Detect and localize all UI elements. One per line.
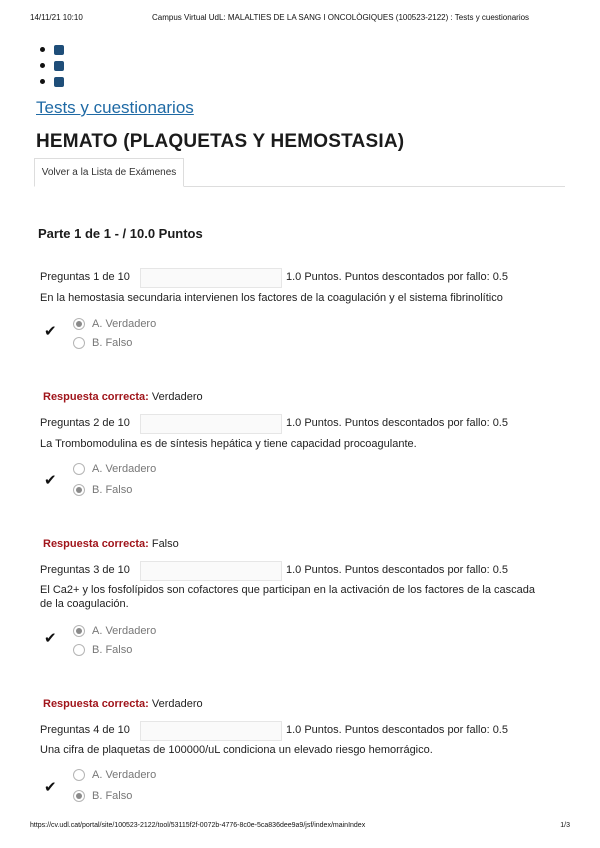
print-header — [30, 13, 570, 25]
print-url: https://cv.udl.cat/portal/site/100523-2122/tool/53115f2f-0072b-4776-8c0e-5ca836dee9a9/jsf/index/mainIndex — [30, 822, 366, 829]
radio-selected-icon[interactable] — [73, 484, 85, 496]
question-number: Preguntas 3 de 10 — [40, 564, 130, 576]
option-label: A. Verdadero — [92, 318, 157, 330]
option-label: A. Verdadero — [92, 769, 157, 781]
correct-answer-value: Verdadero — [151, 391, 203, 403]
print-footer — [30, 822, 570, 834]
option-label: A. Verdadero — [92, 463, 157, 475]
question-score-box — [140, 268, 282, 288]
social-item-twitter[interactable] — [40, 42, 64, 58]
question-number: Preguntas 1 de 10 — [40, 271, 130, 283]
option-label: B. Falso — [92, 790, 133, 802]
question-text: La Trombomodulina es de síntesis hepática y tiene capacidad procoagulante. — [40, 438, 417, 450]
back-to-exam-list-tab[interactable]: Volver a la Lista de Exámenes — [34, 158, 184, 187]
page-title: HEMATO (PLAQUETAS Y HEMOSTASIA) — [36, 131, 405, 152]
tab-bar — [34, 158, 565, 187]
question-number: Preguntas 2 de 10 — [40, 417, 130, 429]
radio-icon[interactable] — [73, 769, 85, 781]
checkmark-icon: ✔ — [44, 630, 57, 647]
checkmark-icon: ✔ — [44, 779, 57, 796]
question-number: Preguntas 4 de 10 — [40, 724, 130, 736]
breadcrumb-tests-link[interactable]: Tests y cuestionarios — [36, 98, 194, 117]
correct-answer-label: Respuesta correcta: — [43, 698, 149, 710]
youtube-icon[interactable] — [54, 77, 64, 87]
print-page-title: Campus Virtual UdL: MALALTIES DE LA SANG I ONCOLÒGIQUES (100523-2122) : Tests y cuestionarios — [152, 13, 530, 22]
facebook-icon[interactable] — [54, 61, 64, 71]
checkmark-icon: ✔ — [44, 472, 57, 489]
option-label: B. Falso — [92, 337, 133, 349]
option-label: A. Verdadero — [92, 625, 157, 637]
radio-selected-icon[interactable] — [73, 318, 85, 330]
social-links — [40, 42, 64, 90]
radio-selected-icon[interactable] — [73, 625, 85, 637]
print-page-number: 1/3 — [560, 822, 570, 829]
correct-answer-label: Respuesta correcta: — [43, 391, 149, 403]
option-label: B. Falso — [92, 644, 133, 656]
question-points: 1.0 Puntos. Puntos descontados por fallo: 0.5 — [286, 564, 508, 576]
radio-selected-icon[interactable] — [73, 790, 85, 802]
print-datetime: 14/11/21 10:10 — [30, 13, 83, 22]
radio-icon[interactable] — [73, 337, 85, 349]
social-item-facebook[interactable] — [40, 58, 64, 74]
radio-icon[interactable] — [73, 644, 85, 656]
social-item-youtube[interactable] — [40, 74, 64, 90]
part-title: Parte 1 de 1 - / 10.0 Puntos — [38, 226, 203, 241]
correct-answer — [43, 698, 203, 710]
question-score-box — [140, 721, 282, 741]
checkmark-icon: ✔ — [44, 323, 57, 340]
question-text: En la hemostasia secundaria intervienen los factores de la coagulación y el sistema fibrinolítico — [40, 292, 503, 304]
question-score-box — [140, 561, 282, 581]
question-points: 1.0 Puntos. Puntos descontados por fallo: 0.5 — [286, 724, 508, 736]
correct-answer-value: Verdadero — [151, 698, 203, 710]
question-text: El Ca2+ y los fosfolípidos son cofactores que participan en la activación de los factores de la cascada de la coagulación. — [40, 584, 535, 610]
correct-answer-value: Falso — [151, 538, 179, 550]
correct-answer — [43, 538, 179, 550]
option-label: B. Falso — [92, 484, 133, 496]
question-points: 1.0 Puntos. Puntos descontados por fallo: 0.5 — [286, 271, 508, 283]
correct-answer — [43, 391, 203, 403]
question-text: Una cifra de plaquetas de 100000/uL condiciona un elevado riesgo hemorrágico. — [40, 744, 433, 756]
twitter-icon[interactable] — [54, 45, 64, 55]
question-score-box — [140, 414, 282, 434]
radio-icon[interactable] — [73, 463, 85, 475]
question-points: 1.0 Puntos. Puntos descontados por fallo: 0.5 — [286, 417, 508, 429]
correct-answer-label: Respuesta correcta: — [43, 538, 149, 550]
